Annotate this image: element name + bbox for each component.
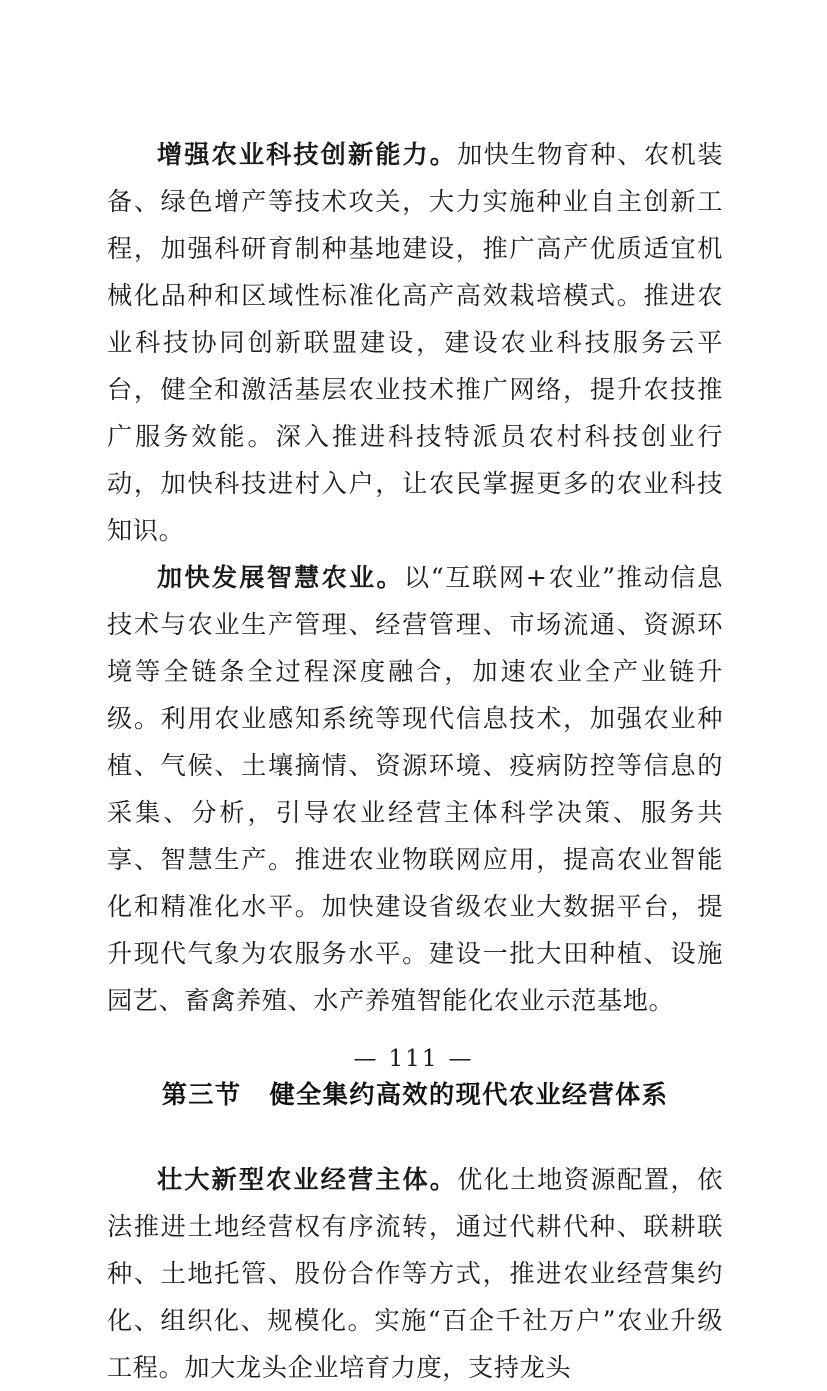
- paragraph-new-type-agri-operators: [107, 1156, 723, 1391]
- paragraph-body-text: 加快生物育种、农机装备、绿色增产等技术攻关，大力实施种业自主创新工程，加强科研育制种基地建设，推广高产优质适宜机械化品种和区域性标准化高产高效栽培模式。推进农业科技协同创新联盟建设，建设农业科技服务云平台，健全和激活基层农业技术推广网络，提升农技推广服务效能。深入推进科技特派员农村科技创业行动，加快科技进村入户，让农民掌握更多的农业科技知识。: [107, 140, 724, 545]
- paragraph-smart-agriculture: [107, 554, 723, 1024]
- paragraph-body-text: 优化土地资源配置，依法推进土地经营权有序流转，通过代耕代种、联耕联种、土地托管、股份合作等方式，推进农业经营集约化、组织化、规模化。实施“百企千社万户”农业升级工程。加大龙头企业培育力度，支持龙头: [107, 1165, 724, 1382]
- footer-dash-left: —: [353, 1046, 379, 1072]
- footer-dash-right: —: [448, 1046, 474, 1072]
- page-number: 111: [388, 1046, 439, 1072]
- page-footer: [0, 1046, 827, 1072]
- paragraph-lead-in: 壮大新型农业经营主体。: [157, 1164, 458, 1194]
- paragraph-lead-in: 增强农业科技创新能力。: [157, 139, 458, 169]
- paragraph-body-text: 以“互联网+农业”推动信息技术与农业生产管理、经营管理、市场流通、资源环境等全链条全过程深度融合，加速农业全产业链升级。利用农业感知系统等现代信息技术，加强农业种植、气候、土壤摘情、资源环境、疫病防控等信息的采集、分析，引导农业经营主体科学决策、服务共享、智慧生产。推进农业物联网应用，提高农业智能化和精准化水平。加快建设省级农业大数据平台，提升现代气象为农服务水平。建设一批大田种植、设施园艺、畜禽养殖、水产养殖智能化农业示范基地。: [107, 563, 723, 1015]
- paragraph-agri-sci-tech-innovation: [107, 131, 723, 554]
- section-heading-number: 第三节: [161, 1079, 242, 1109]
- page-content: [107, 131, 723, 1391]
- section-heading-title: 健全集约高效的现代农业经营体系: [269, 1079, 669, 1109]
- section-heading: [107, 1071, 723, 1118]
- paragraph-lead-in: 加快发展智慧农业。: [157, 562, 404, 592]
